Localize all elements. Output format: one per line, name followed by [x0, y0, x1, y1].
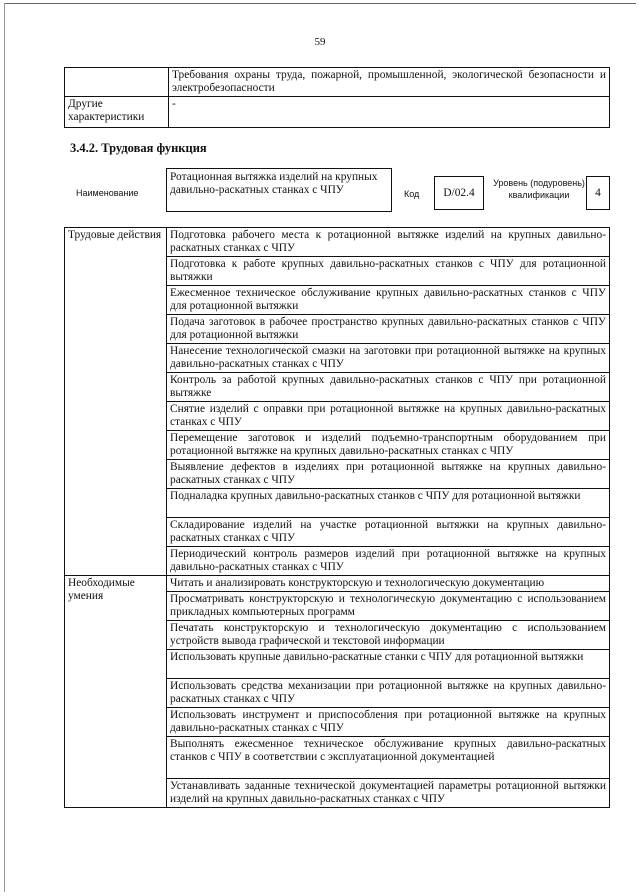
scan-frame-left: [4, 3, 5, 892]
table-row: [65, 97, 610, 128]
action-item: Выявление дефектов в изделиях при ротационной вытяжке на крупных давильно-раскатных станках с ЧПУ: [167, 460, 610, 489]
table-row: [65, 68, 610, 97]
name-label: Наименование: [76, 188, 139, 198]
row-text: Требования охраны труда, пожарной, промышленной, экологической безопасности и электробезопасности: [169, 68, 610, 97]
skill-item: Печатать конструкторскую и технологическую документацию с использованием устройств вывода графической и текстовой информации: [167, 621, 610, 650]
action-item: Складирование изделий на участке ротационной вытяжки на крупных давильно-раскатных станках с ЧПУ: [167, 518, 610, 547]
action-item: Нанесение технологической смазки на заготовки при ротационной вытяжке на крупных давильно-раскатных станках с ЧПУ: [167, 344, 610, 373]
skill-item: Читать и анализировать конструкторскую и технологическую документацию: [167, 576, 610, 592]
action-item: Снятие изделий с оправки при ротационной вытяжке на крупных давильно-раскатных станках с ЧПУ: [167, 402, 610, 431]
skill-item: Использовать инструмент и приспособления при ротационной вытяжке на крупных давильно-раскатных станках с ЧПУ: [167, 708, 610, 737]
action-item: Ежесменное техническое обслуживание крупных давильно-раскатных станков с ЧПУ для ротационной вытяжки: [167, 286, 610, 315]
function-header: [64, 160, 610, 220]
page-number: 59: [314, 36, 326, 48]
scan-frame-top: [4, 3, 636, 4]
table-row: [65, 576, 610, 592]
name-value: Ротационная вытяжка изделий на крупных давильно-раскатных станках с ЧПУ: [166, 168, 392, 212]
row-label: [65, 68, 169, 97]
code-label: Код: [404, 189, 420, 199]
action-item: Перемещение заготовок и изделий подъемно-транспортным оборудованием при ротационной вытяжке на крупных давильно-раскатных станках с ЧПУ: [167, 431, 610, 460]
code-value: D/02.4: [434, 176, 484, 210]
action-item: Контроль за работой крупных давильно-раскатных станков с ЧПУ при ротационной вытяжке: [167, 373, 610, 402]
level-value: 4: [586, 176, 610, 210]
table-row: [65, 228, 610, 257]
level-label: Уровень (подуровень) квалификации: [493, 178, 585, 200]
action-item: Периодический контроль размеров изделий при ротационной вытяжке на крупных давильно-раскатных станках с ЧПУ: [167, 547, 610, 576]
skills-label: Необходимые умения: [65, 576, 167, 808]
skill-item: Использовать крупные давильно-раскатные станки с ЧПУ для ротационной вытяжки: [167, 650, 610, 679]
action-item: Подналадка крупных давильно-раскатных станков с ЧПУ для ротационной вытяжки: [167, 489, 610, 518]
skill-item: Использовать средства механизации при ротационной вытяжке на крупных давильно-раскатных станках с ЧПУ: [167, 679, 610, 708]
actions-label: Трудовые действия: [65, 228, 167, 576]
function-details-table: [64, 227, 610, 808]
row-text: -: [169, 97, 610, 128]
row-label: Другие характеристики: [65, 97, 169, 128]
skill-item: Просматривать конструкторскую и технологическую документацию с использованием прикладных компьютерных программ: [167, 592, 610, 621]
action-item: Подача заготовок в рабочее пространство крупных давильно-раскатных станков с ЧПУ для ротационной вытяжки: [167, 315, 610, 344]
action-item: Подготовка рабочего места к ротационной вытяжке изделий на крупных давильно-раскатных станках с ЧПУ: [167, 228, 610, 257]
section-heading: 3.4.2. Трудовая функция: [70, 141, 207, 155]
skill-item: Выполнять ежесменное техническое обслуживание крупных давильно-раскатных станков с ЧПУ в соответствии с эксплуатационной документацией: [167, 737, 610, 779]
skill-item: Устанавливать заданные технической документацией параметры ротационной вытяжки изделий на крупных давильно-раскатных станках с ЧПУ: [167, 779, 610, 808]
action-item: Подготовка к работе крупных давильно-раскатных станков с ЧПУ для ротационной вытяжки: [167, 257, 610, 286]
top-characteristics-table: [64, 67, 610, 128]
